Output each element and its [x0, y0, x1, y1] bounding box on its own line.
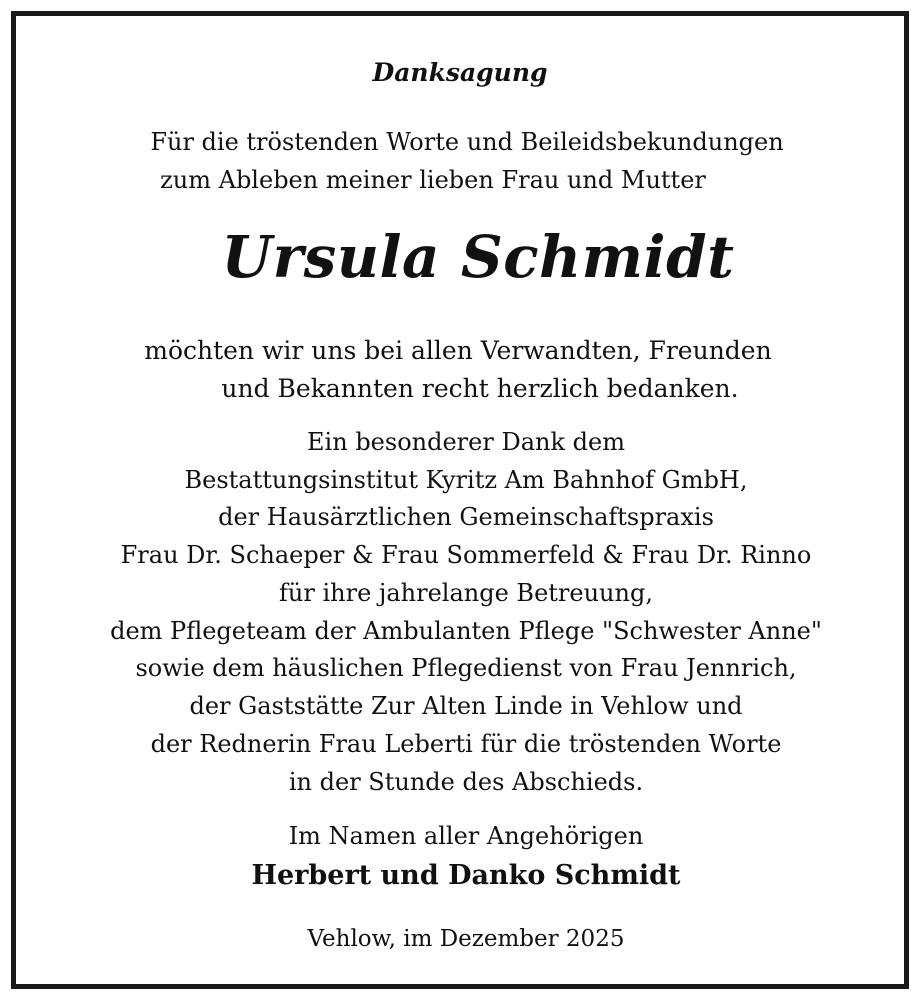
special-thanks-line-7: sowie dem häuslichen Pflegedienst von Frau Jennrich, — [135, 654, 797, 682]
signers-name: Herbert und Danko Schmidt — [251, 860, 681, 891]
special-thanks-line-1: Ein besonderer Dank dem — [307, 428, 625, 456]
special-thanks-line-5: für ihre jahrelange Betreuung, — [279, 579, 653, 607]
thanks-line-1: möchten wir uns bei allen Verwandten, Freunden — [144, 336, 772, 365]
obituary-thanks-notice — [16, 16, 904, 984]
intro-line-1: Für die tröstenden Worte und Beileidsbekundungen — [150, 128, 784, 156]
place-and-date: Vehlow, im Dezember 2025 — [307, 926, 625, 952]
notice-heading: Danksagung — [372, 58, 548, 87]
special-thanks-line-8: der Gaststätte Zur Alten Linde in Vehlow und — [189, 692, 743, 720]
special-thanks-line-6: dem Pflegeteam der Ambulanten Pflege "Schwester Anne" — [110, 617, 822, 645]
deceased-name: Ursula Schmidt — [221, 223, 735, 291]
on-behalf-line: Im Namen aller Angehörigen — [288, 822, 644, 850]
special-thanks-line-2: Bestattungsinstitut Kyritz Am Bahnhof GmbH, — [184, 466, 748, 494]
intro-line-2: zum Ableben meiner lieben Frau und Mutter — [160, 166, 706, 194]
special-thanks-line-10: in der Stunde des Abschieds. — [288, 768, 644, 796]
special-thanks-line-9: der Rednerin Frau Leberti für die tröstenden Worte — [150, 730, 782, 758]
special-thanks-line-4: Frau Dr. Schaeper & Frau Sommerfeld & Frau Dr. Rinno — [120, 541, 812, 569]
thanks-line-2: und Bekannten recht herzlich bedanken. — [221, 374, 739, 403]
special-thanks-line-3: der Hausärztlichen Gemeinschaftspraxis — [218, 503, 714, 531]
